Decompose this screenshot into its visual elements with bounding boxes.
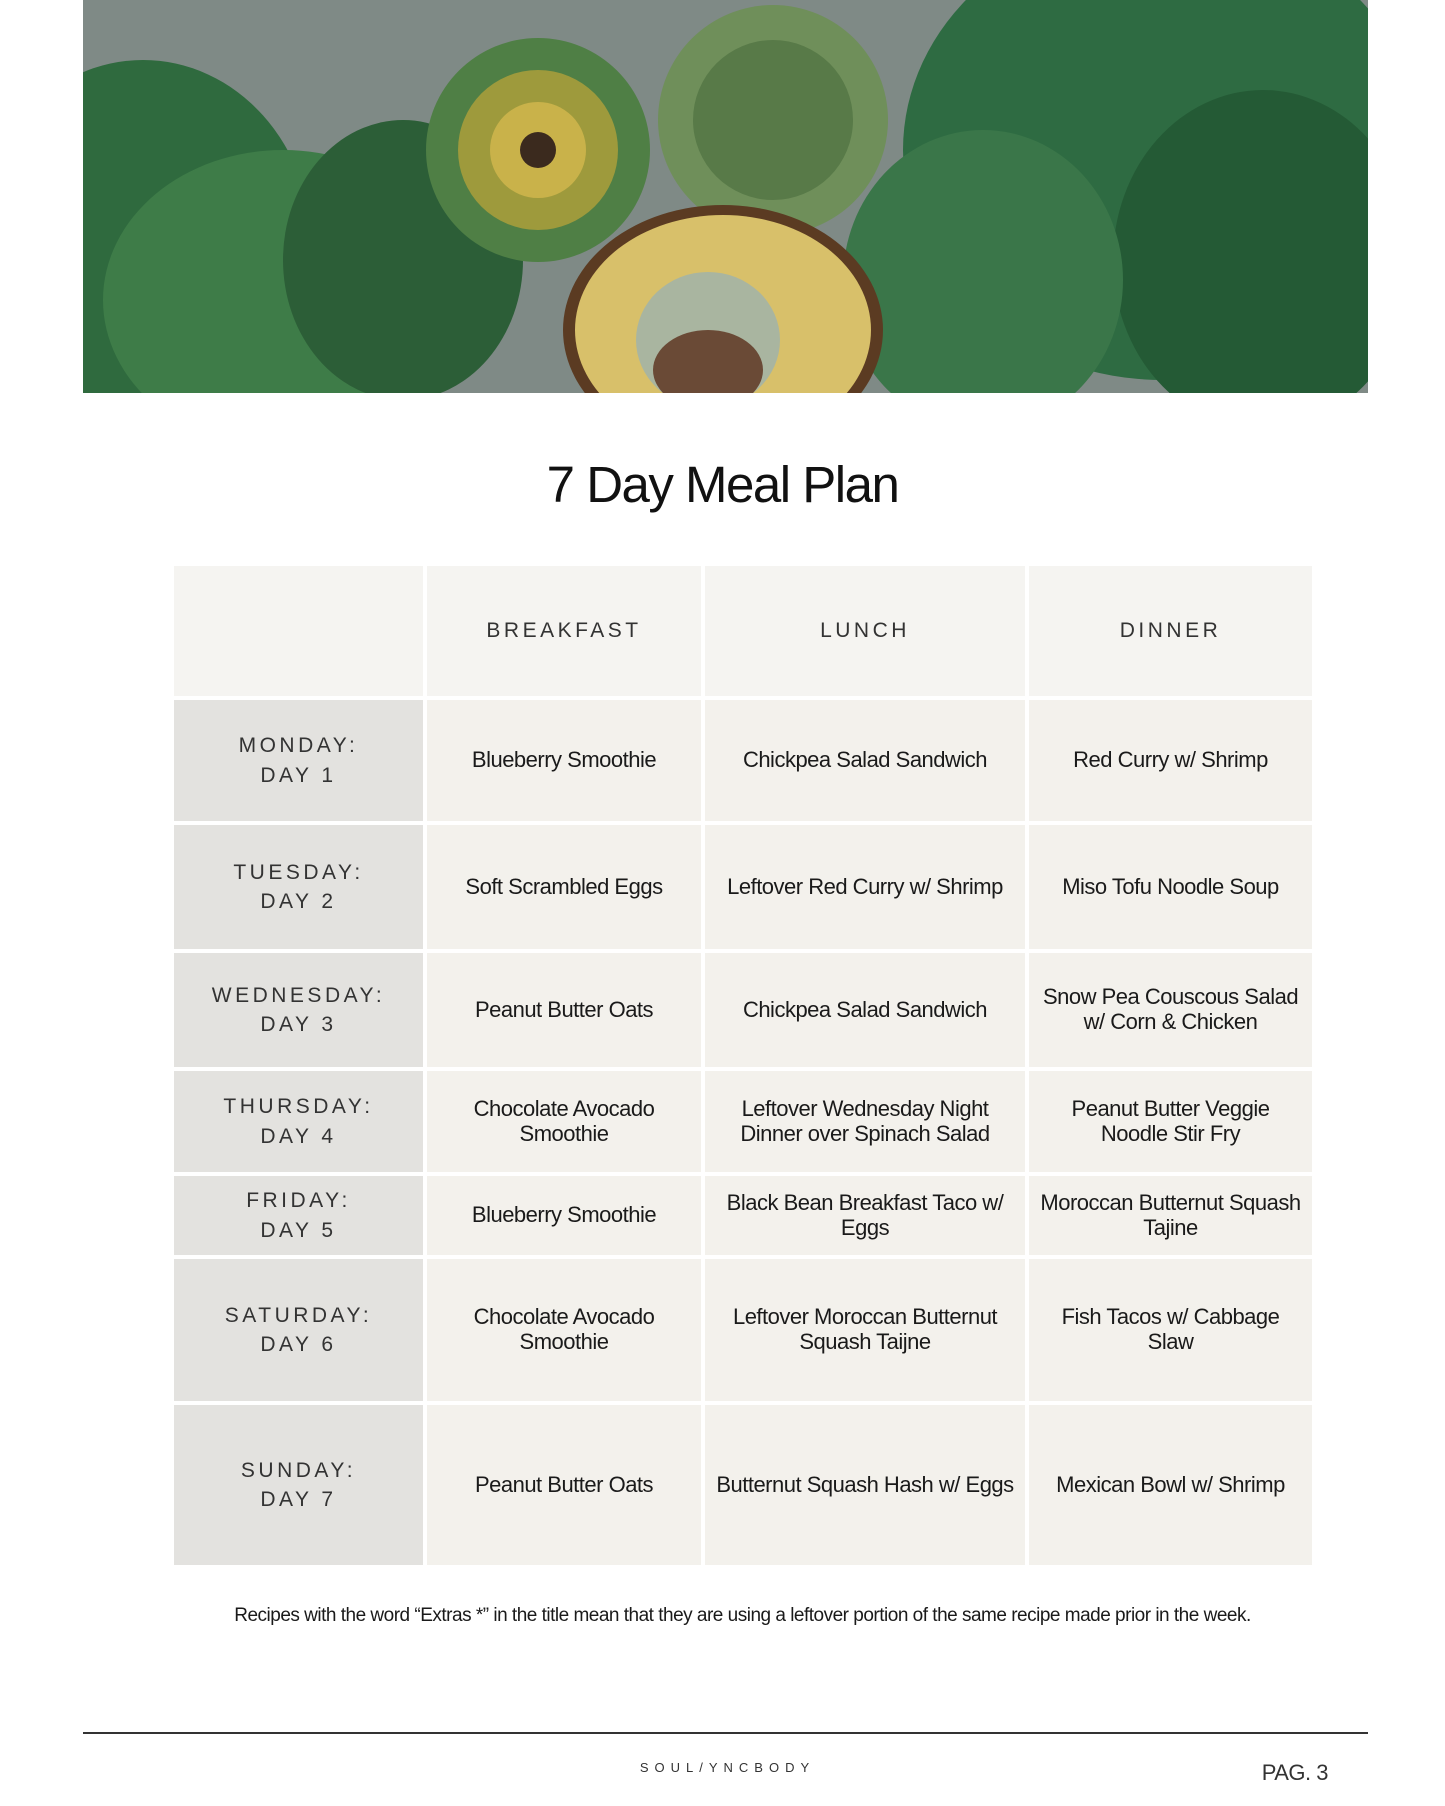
day-label — [174, 700, 423, 821]
brand-logo: SOUL/YNCBODY — [639, 1760, 816, 1775]
day-number: DAY 1 — [260, 763, 337, 787]
meal-plan-table — [174, 566, 1312, 1565]
day-number: DAY 7 — [260, 1488, 337, 1511]
breakfast-cell: Blueberry Smoothie — [427, 700, 701, 821]
day-label — [174, 953, 423, 1067]
day-name: WEDNESDAY: — [211, 983, 386, 1007]
breakfast-cell: Chocolate Avocado Smoothie — [427, 1071, 701, 1172]
day-name: SATURDAY: — [224, 1303, 373, 1327]
hero-image — [83, 0, 1368, 393]
day-label — [174, 1259, 423, 1401]
day-label — [174, 1405, 423, 1565]
lunch-cell: Leftover Wednesday Night Dinner over Spinach Salad — [705, 1071, 1025, 1172]
lunch-cell: Leftover Red Curry w/ Shrimp — [705, 825, 1025, 949]
dinner-cell: Snow Pea Couscous Salad w/ Corn & Chicken — [1029, 953, 1312, 1067]
lunch-cell: Black Bean Breakfast Taco w/ Eggs — [705, 1176, 1025, 1255]
day-number: DAY 6 — [260, 1333, 337, 1356]
breakfast-cell: Peanut Butter Oats — [427, 953, 701, 1067]
dinner-cell: Mexican Bowl w/ Shrimp — [1029, 1405, 1312, 1565]
dinner-cell: Miso Tofu Noodle Soup — [1029, 825, 1312, 949]
day-label — [174, 1071, 423, 1172]
day-number: DAY 2 — [260, 890, 337, 913]
day-name: FRIDAY: — [246, 1189, 351, 1213]
dinner-cell: Peanut Butter Veggie Noodle Stir Fry — [1029, 1071, 1312, 1172]
day-name: SUNDAY: — [240, 1458, 357, 1482]
day-name: TUESDAY: — [233, 860, 364, 884]
day-number: DAY 3 — [260, 1013, 337, 1036]
header-lunch: LUNCH — [705, 566, 1025, 696]
day-name: THURSDAY: — [223, 1095, 374, 1119]
day-name: MONDAY: — [238, 734, 359, 758]
footer-divider — [83, 1732, 1368, 1734]
day-label — [174, 1176, 423, 1255]
header-empty — [174, 566, 423, 696]
dinner-cell: Moroccan Butternut Squash Tajine — [1029, 1176, 1312, 1255]
lunch-cell: Leftover Moroccan Butternut Squash Taijne — [705, 1259, 1025, 1401]
footnote: Recipes with the word “Extras *” in the title mean that they are using a leftover portion of the same recipe made prior in the week. — [234, 1605, 1251, 1626]
lunch-cell: Chickpea Salad Sandwich — [705, 700, 1025, 821]
breakfast-cell: Peanut Butter Oats — [427, 1405, 701, 1565]
header-dinner: DINNER — [1029, 566, 1312, 696]
breakfast-cell: Soft Scrambled Eggs — [427, 825, 701, 949]
header-breakfast: BREAKFAST — [427, 566, 701, 696]
breakfast-cell: Chocolate Avocado Smoothie — [427, 1259, 701, 1401]
page-title: 7 Day Meal Plan — [546, 456, 899, 513]
page-number: PAG. 3 — [1261, 1760, 1328, 1785]
day-label — [174, 825, 423, 949]
lunch-cell: Butternut Squash Hash w/ Eggs — [705, 1405, 1025, 1565]
lunch-cell: Chickpea Salad Sandwich — [705, 953, 1025, 1067]
day-number: DAY 5 — [260, 1218, 337, 1242]
dinner-cell: Red Curry w/ Shrimp — [1029, 700, 1312, 821]
breakfast-cell: Blueberry Smoothie — [427, 1176, 701, 1255]
day-number: DAY 4 — [260, 1124, 337, 1148]
dinner-cell: Fish Tacos w/ Cabbage Slaw — [1029, 1259, 1312, 1401]
